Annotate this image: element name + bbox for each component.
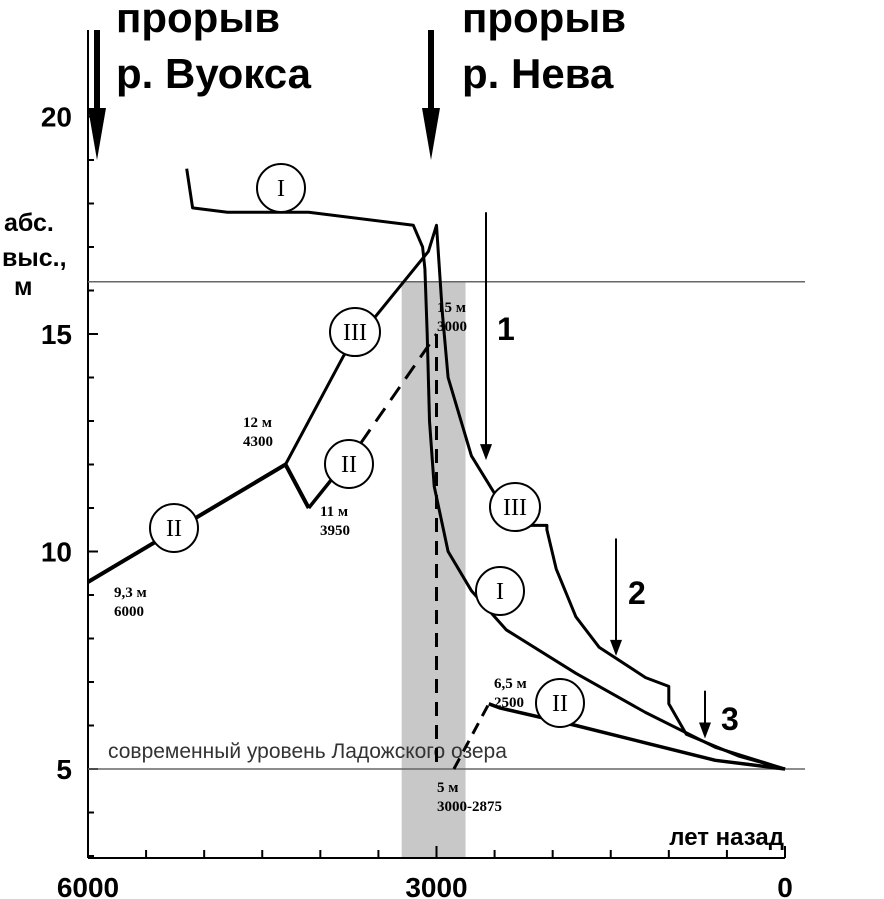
y-tick-label-10: 10 [40,536,72,568]
point-label-age-3: 3000 [437,319,467,335]
stage-arrow-head-1 [480,444,492,460]
stage-arrow-label-2: 2 [628,575,646,611]
event-label-line1-1: прорыв [462,0,627,41]
x-tick-label-6000: 6000 [56,872,120,899]
point-label-depth-2: 11 м [320,504,349,520]
point-label-depth-0: 9,3 м [114,585,147,601]
y-axis-title-line2: выс., [2,244,67,272]
y-tick-label-20: 20 [40,101,72,133]
point-label-age-0: 6000 [114,604,144,620]
curve-label-1: III [343,320,367,346]
point-label-depth-4: 6,5 м [494,676,527,692]
y-tick-label-5: 5 [56,754,72,785]
curve-label-6: II [552,691,568,717]
curve-label-5: I [496,579,504,605]
x-axis-title: лет назад [669,824,784,851]
event-label-line1-0: прорыв [116,0,281,41]
event-arrow-head-0 [88,108,106,160]
point-label-depth-3: 15 м [437,300,466,316]
point-label-age-5: 3000-2875 [437,799,502,815]
point-label-depth-5: 5 м [437,780,459,796]
y-axis-title-line1: абс. [4,209,54,237]
x-tick-label-3000: 3000 [405,872,468,899]
point-label-age-4: 2500 [494,695,524,711]
y-tick-label-15: 15 [40,319,72,350]
point-label-depth-1: 12 м [243,415,272,431]
event-arrow-head-1 [422,108,440,160]
x-tick-label-0: 0 [777,872,793,899]
y-axis-title-line3: м [14,273,33,301]
event-label-line2-1: р. Нева [462,50,614,97]
curve-label-4: III [503,495,527,521]
stage-arrow-label-1: 1 [497,311,515,347]
reference-line-label: современный уровень Ладожского озера [108,740,507,763]
curve-label-0: I [277,176,285,202]
stage-arrow-head-3 [699,723,711,739]
point-label-age-2: 3950 [320,523,350,539]
stage-arrow-head-2 [610,640,622,656]
curve-label-2: II [341,452,357,478]
series-II-late [489,704,785,769]
stage-arrow-label-3: 3 [721,701,739,737]
point-label-age-1: 4300 [243,434,273,450]
curve-label-3: II [166,516,182,542]
event-label-line2-0: р. Вуокса [116,50,311,97]
